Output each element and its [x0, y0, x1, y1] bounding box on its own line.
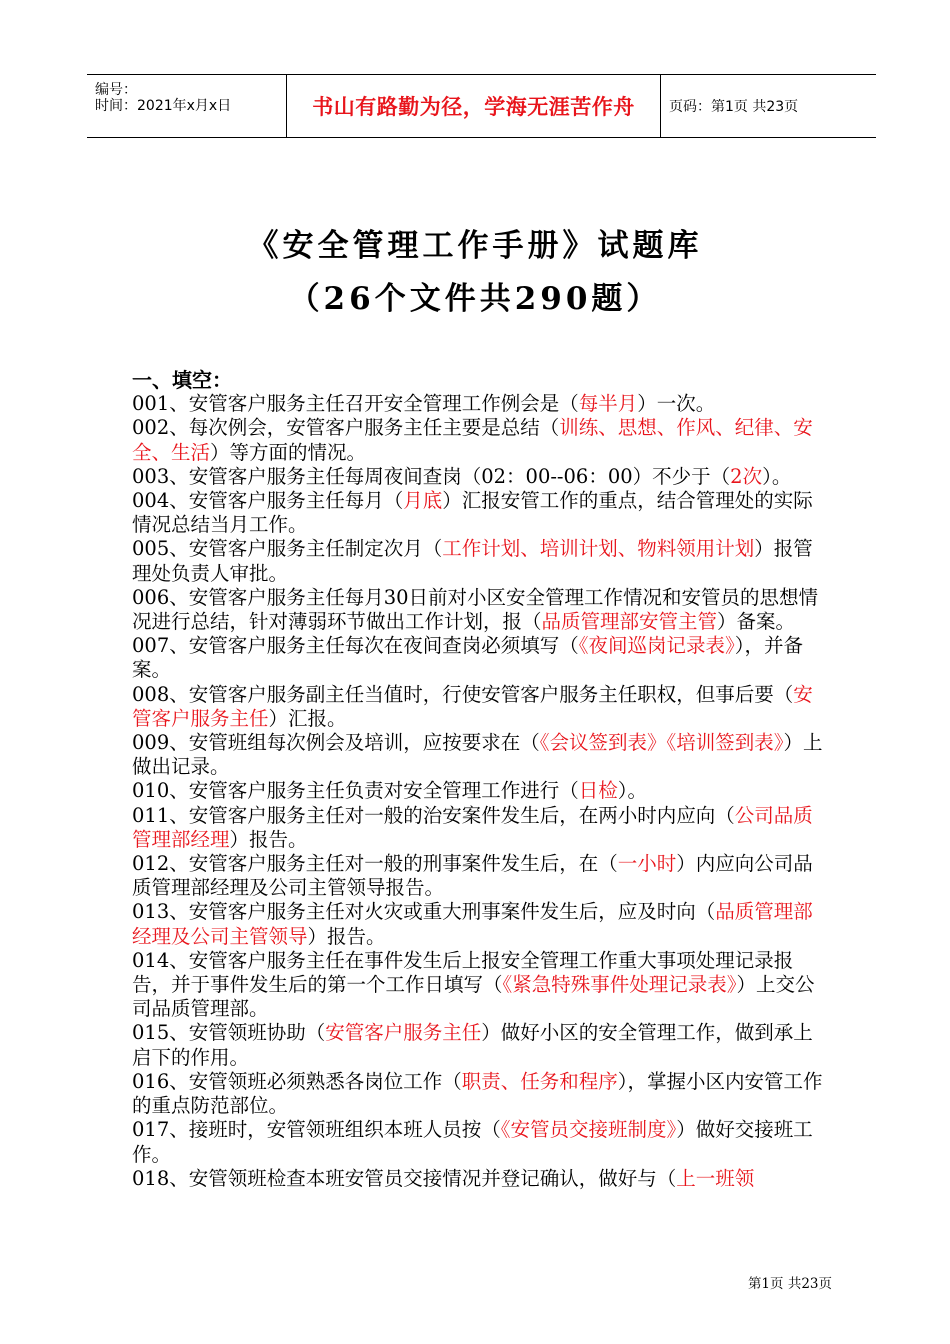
question-item — [132, 900, 832, 948]
answer-text: 安管客户服务主任 — [325, 1021, 482, 1045]
question-text: ）汇报。 — [268, 706, 347, 730]
question-text: ）报告。 — [229, 827, 308, 851]
question-text: 018、安管领班检查本班安管员交接情况并登记确认，做好与（ — [132, 1166, 677, 1190]
answer-text: 《会议签到表》《培训签到表》 — [539, 731, 784, 755]
answer-text: 日检 — [578, 779, 618, 803]
question-text: ），并备案。 — [132, 634, 804, 682]
answer-text: 上一班领 — [676, 1166, 755, 1190]
question-text: 004、安管客户服务主任每月（ — [132, 489, 404, 513]
question-text: 012、安管客户服务主任对一般的刑事案件发生后，在（ — [132, 852, 618, 876]
question-list — [132, 392, 832, 1191]
question-item — [132, 949, 832, 1022]
question-text: ）做好交接班工作。 — [132, 1118, 813, 1166]
question-text: ）。 — [617, 779, 648, 803]
question-text: 016、安管领班必须熟悉各岗位工作（ — [132, 1069, 462, 1093]
question-item — [132, 586, 832, 634]
question-item — [132, 804, 832, 852]
answer-text: 每半月 — [578, 392, 638, 416]
answer-text: 安管客户服务主任 — [132, 682, 813, 730]
answer-text: 《夜间巡岗记录表》 — [578, 634, 735, 658]
answer-text: 《安管员交接班制度》 — [500, 1118, 677, 1142]
header-motto: 书山有路勤为径，学海无涯苦作舟 — [312, 94, 635, 119]
section-heading: 一、填空： — [132, 368, 232, 392]
page-header — [87, 74, 876, 138]
answer-text: 品质管理部经理及公司主管领导 — [132, 900, 813, 948]
answer-text: 月底 — [403, 489, 443, 513]
question-text: 007、安管客户服务主任每次在夜间查岗必须填写（ — [132, 634, 579, 658]
question-item — [132, 1021, 832, 1069]
question-text: ）等方面的情况。 — [210, 440, 367, 464]
question-text: 014、安管客户服务主任在事件发生后上报安全管理工作重大事项处理记录报告，并于事件发生后的第一个工作日填写（ — [132, 948, 794, 997]
question-text: ），掌握小区内安管工作的重点防范部位。 — [132, 1069, 823, 1118]
question-text: 008、安管客户服务副主任当值时，行使安管客户服务主任职权，但事后要（ — [132, 682, 794, 706]
question-text: 002、每次例会，安管客户服务主任主要是总结（ — [132, 416, 560, 440]
question-text: ）汇报安管工作的重点，结合管理处的实际情况总结当月工作。 — [132, 489, 813, 537]
question-item — [132, 1070, 832, 1118]
question-text: 017、接班时，安管领班组织本班人员按（ — [132, 1118, 501, 1142]
question-item — [132, 731, 832, 779]
question-text: 009、安管班组每次例会及培训，应按要求在（ — [132, 731, 540, 755]
answer-text: 《紧急特殊事件处理记录表》 — [502, 973, 737, 997]
question-item — [132, 634, 832, 682]
question-item — [132, 465, 832, 489]
document-subtitle: （26个文件共290题） — [288, 281, 662, 317]
answer-text: 公司品质管理部经理 — [132, 803, 813, 851]
question-text: ）一次。 — [637, 392, 716, 416]
question-text: 001、安管客户服务主任召开安全管理工作例会是（ — [132, 392, 579, 416]
question-text: ）上做出记录。 — [132, 731, 823, 779]
question-text: 011、安管客户服务主任对一般的治安案件发生后，在两小时内应向（ — [132, 803, 735, 827]
header-page-number: 页码：第1页 共23页 — [669, 99, 799, 115]
question-item — [132, 537, 832, 585]
question-text: 015、安管领班协助（ — [132, 1021, 326, 1045]
question-item — [132, 392, 832, 416]
number-label: 编号： — [95, 82, 137, 98]
question-text: ）。 — [762, 464, 792, 488]
question-content — [132, 368, 832, 1191]
question-text: 003、安管客户服务主任每周夜间查岗（02：00--06：00）不少于（ — [132, 464, 731, 488]
question-item — [132, 489, 832, 537]
question-text: ）上交公司品质管理部。 — [132, 973, 815, 1021]
question-text: ）内应向公司品质管理部经理及公司主管领导报告。 — [132, 852, 813, 900]
question-text: ）做好小区的安全管理工作，做到承上启下的作用。 — [132, 1021, 813, 1069]
question-text: 006、安管客户服务主任每月30日前对小区安全管理工作情况和安管员的思想情况进行总结，针对薄弱环节做出工作计划，报（ — [132, 585, 819, 634]
question-item — [132, 779, 832, 803]
answer-text: 工作计划、培训计划、物料领用计划 — [442, 537, 755, 561]
answer-text: 品质管理部安管主管 — [541, 610, 718, 634]
question-item — [132, 416, 832, 464]
question-item — [132, 1167, 832, 1191]
header-info — [87, 75, 286, 137]
question-text: 013、安管客户服务主任对火灾或重大刑事案件发生后，应及时向（ — [132, 900, 716, 924]
question-item — [132, 683, 832, 731]
answer-text: 训练、思想、作风、纪律、安全、生活 — [132, 416, 813, 464]
question-text: 005、安管客户服务主任制定次月（ — [132, 537, 443, 561]
document-title: 《安全管理工作手册》试题库 — [247, 228, 703, 264]
question-text: ）报管理处负责人审批。 — [132, 537, 813, 585]
answer-text: 2次 — [730, 464, 763, 488]
answer-text: 一小时 — [617, 852, 677, 876]
question-item — [132, 1118, 832, 1166]
question-item — [132, 852, 832, 900]
footer-page-number: 第1页 共23页 — [747, 1276, 832, 1292]
question-text: 010、安管客户服务主任负责对安全管理工作进行（ — [132, 779, 579, 803]
answer-text: 职责、任务和程序 — [461, 1069, 618, 1093]
question-text: ）备案。 — [717, 610, 796, 634]
time-label: 时间：2021年x月x日 — [95, 98, 232, 114]
question-text: ）报告。 — [307, 924, 386, 948]
